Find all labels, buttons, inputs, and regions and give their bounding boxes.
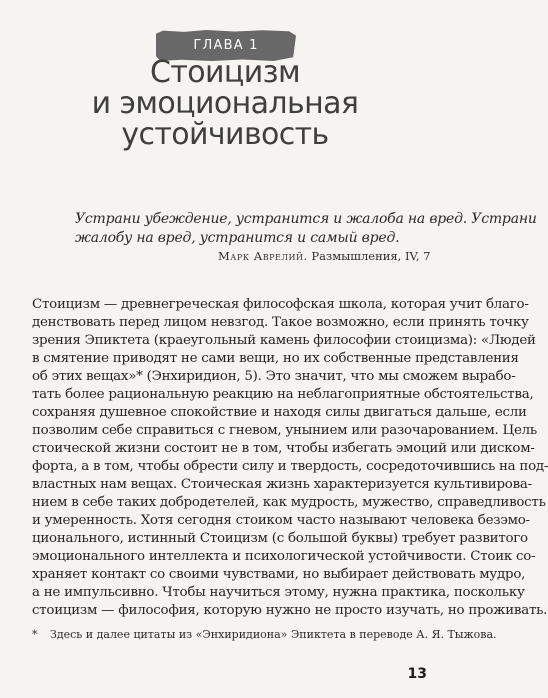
- body-line: денствовать перед лицом невзгод. Такое возможно, если принять точку: [32, 315, 529, 330]
- epigraph-line-1: Устрани убеждение, устранится и жалоба на вред. Устрани: [75, 211, 537, 227]
- page-number: 13: [407, 666, 427, 682]
- body-line: зрения Эпиктета (краеугольный камень философии стоицизма): «Людей: [32, 333, 536, 348]
- epigraph-attribution: [218, 249, 431, 263]
- body-line: ционального, истинный Стоицизм (с большой буквы) требует развитого: [32, 531, 528, 546]
- epigraph-author: Марк Аврелий.: [218, 249, 308, 263]
- epigraph-source: Размышления, IV, 7: [311, 249, 431, 263]
- chapter-label-text: ГЛАВА 1: [193, 38, 259, 53]
- epigraph-line-2: жалобу на вред, устранится и самый вред.: [75, 230, 400, 246]
- chapter-title: [62, 57, 388, 150]
- body-line: а не импульсивно. Чтобы научиться этому, нужна практика, поскольку: [32, 585, 525, 600]
- body-line: нием в себе таких добродетелей, как мудрость, мужество, справедливость: [32, 495, 546, 510]
- body-line: храняет контакт со своими чувствами, но выбирает действовать мудро,: [32, 567, 526, 582]
- chapter-body-text: [32, 296, 548, 620]
- body-line: в смятение приводят не сами вещи, но их собственные представления: [32, 351, 519, 366]
- body-line: стоицизм — философия, которую нужно не просто изучать, но проживать.: [32, 603, 548, 618]
- epigraph-quote: [75, 210, 537, 248]
- body-line: эмоционального интеллекта и психологической устойчивости. Стоик со-: [32, 549, 536, 564]
- body-line: Стоицизм — древнегреческая философская школа, которая учит благо-: [32, 297, 529, 312]
- body-line: и умеренность. Хотя сегодня стоиком часто называют человека безэмо-: [32, 513, 530, 528]
- chapter-title-line-1: Стоицизм: [150, 55, 300, 90]
- footnote-text: Здесь и далее цитаты из «Энхиридиона» Эпиктета в переводе А. Я. Тыжова.: [50, 628, 497, 641]
- body-line: позволим себе справиться с гневом, унынием или разочарованием. Цель: [32, 423, 537, 438]
- body-line: тать более рациональную реакцию на неблагоприятные обстоятельства,: [32, 387, 534, 402]
- footnote-marker: *: [32, 628, 38, 641]
- chapter-title-line-3: устойчивость: [121, 117, 329, 152]
- body-line: форта, а в том, чтобы обрести силу и твердость, сосредоточившись на под-: [32, 459, 548, 474]
- body-line: об этих вещах»* (Энхиридион, 5). Это значит, что мы сможем вырабо-: [32, 369, 516, 384]
- chapter-title-line-2: и эмоциональная: [91, 86, 359, 121]
- body-line: сохраняя душевное спокойствие и находя силы двигаться дальше, если: [32, 405, 527, 420]
- body-line: властных нам вещах. Стоическая жизнь характеризуется культивирова-: [32, 477, 532, 492]
- footnote: [32, 628, 497, 642]
- body-line: стоической жизни состоит не в том, чтобы избегать эмоций или диском-: [32, 441, 535, 456]
